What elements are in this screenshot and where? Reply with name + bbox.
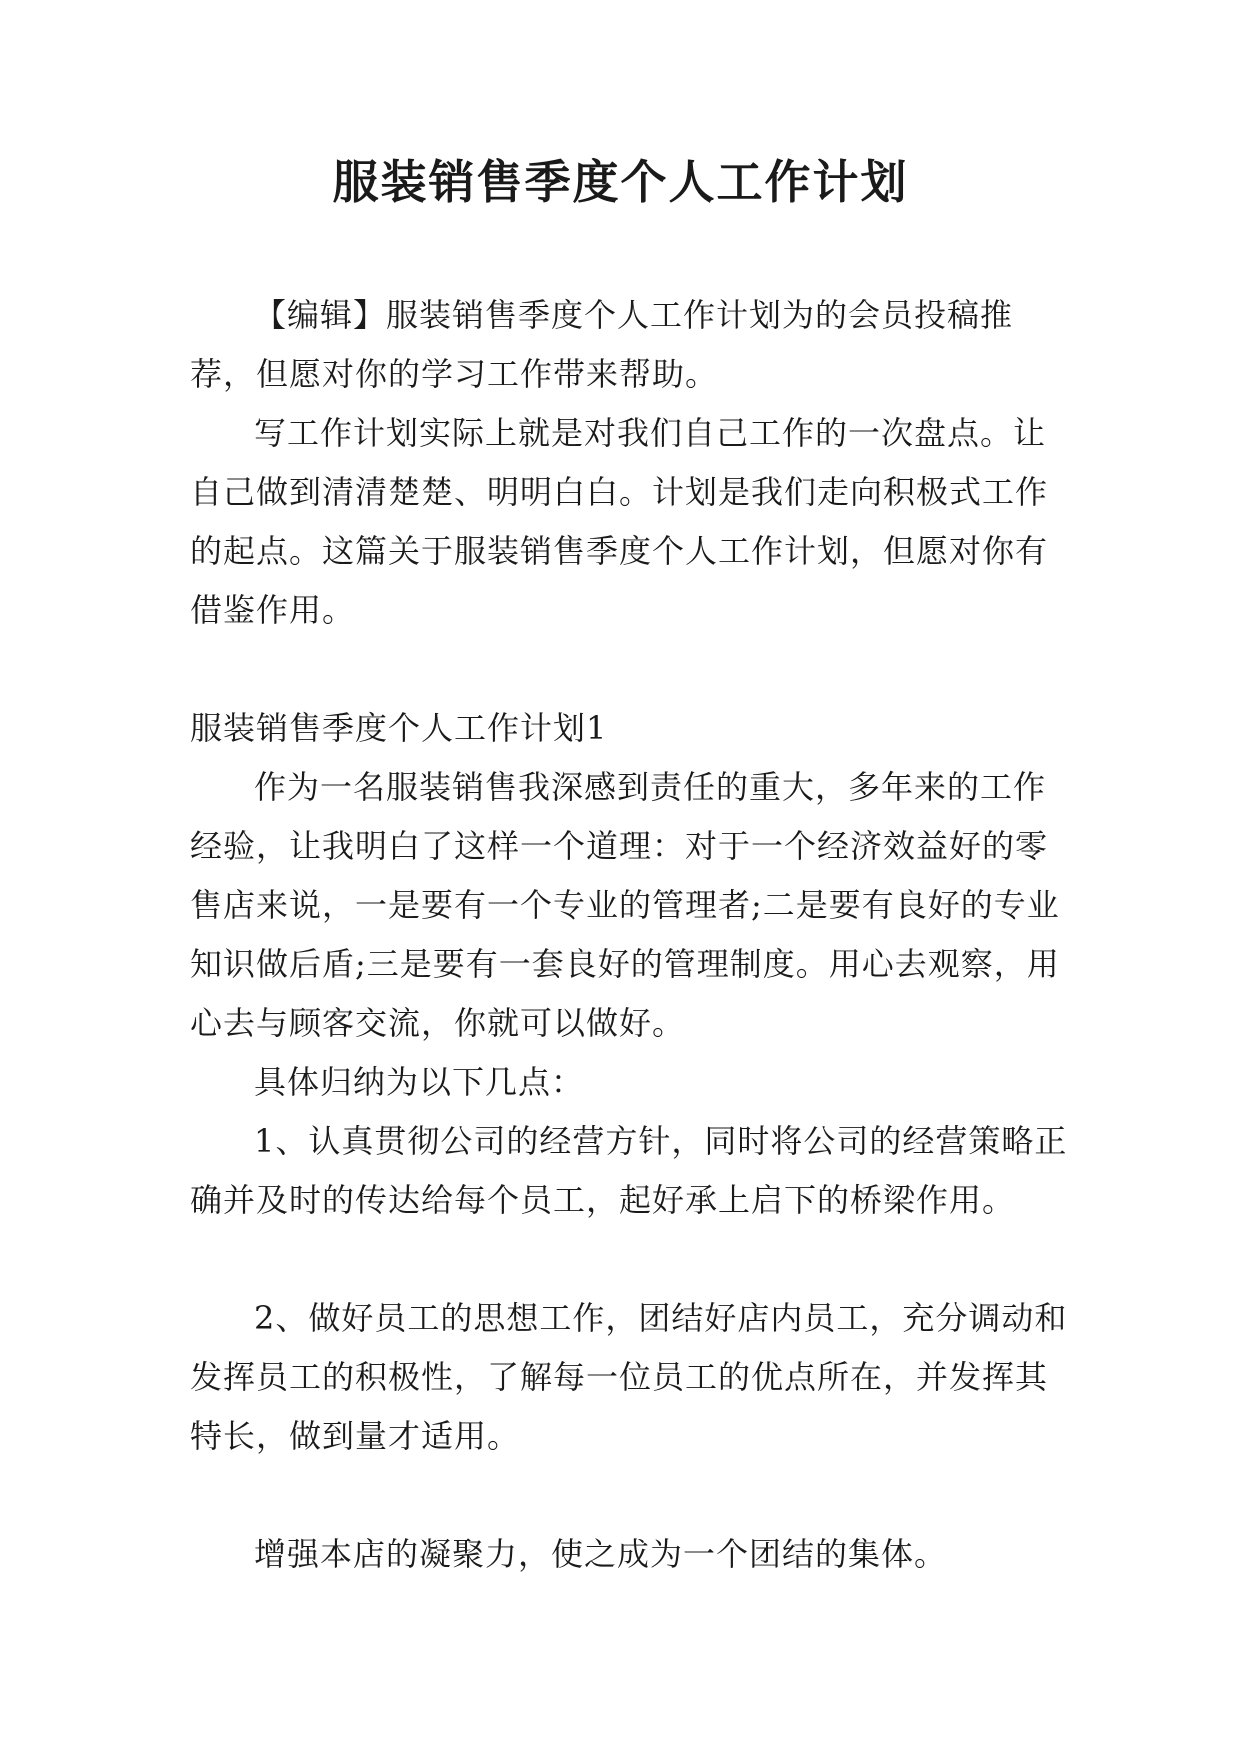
intro-paragraph: 【编辑】服装销售季度个人工作计划为的会员投稿推荐，但愿对你的学习工作带来帮助。 [190,296,1014,393]
document-body [190,286,1070,1584]
body-paragraph: 作为一名服装销售我深感到责任的重大，多年来的工作经验，让我明白了这样一个道理：对于一个经济效益好的零售店来说，一是要有一个专业的管理者;二是要有良好的专业知识做后盾;三是要有一套良好的管理制度。用心去观察，用心去与顾客交流，你就可以做好。 [190,768,1060,1042]
intro-paragraph: 写工作计划实际上就是对我们自己工作的一次盘点。让自己做到清清楚楚、明明白白。计划是我们走向积极式工作的起点。这篇关于服装销售季度个人工作计划，但愿对你有借鉴作用。 [190,414,1049,629]
list-item: 2、做好员工的思想工作，团结好店内员工，充分调动和发挥员工的积极性，了解每一位员工的优点所在，并发挥其特长，做到量才适用。 [190,1299,1068,1455]
section-heading: 服装销售季度个人工作计划1 [190,709,608,747]
list-item: 1、认真贯彻公司的经营方针，同时将公司的经营策略正确并及时的传达给每个员工，起好承上启下的桥梁作用。 [190,1122,1068,1219]
body-paragraph: 具体归纳为以下几点： [254,1063,585,1101]
document-title: 服装销售季度个人工作计划 [332,155,909,209]
body-paragraph: 增强本店的凝聚力，使之成为一个团结的集体。 [254,1535,948,1573]
